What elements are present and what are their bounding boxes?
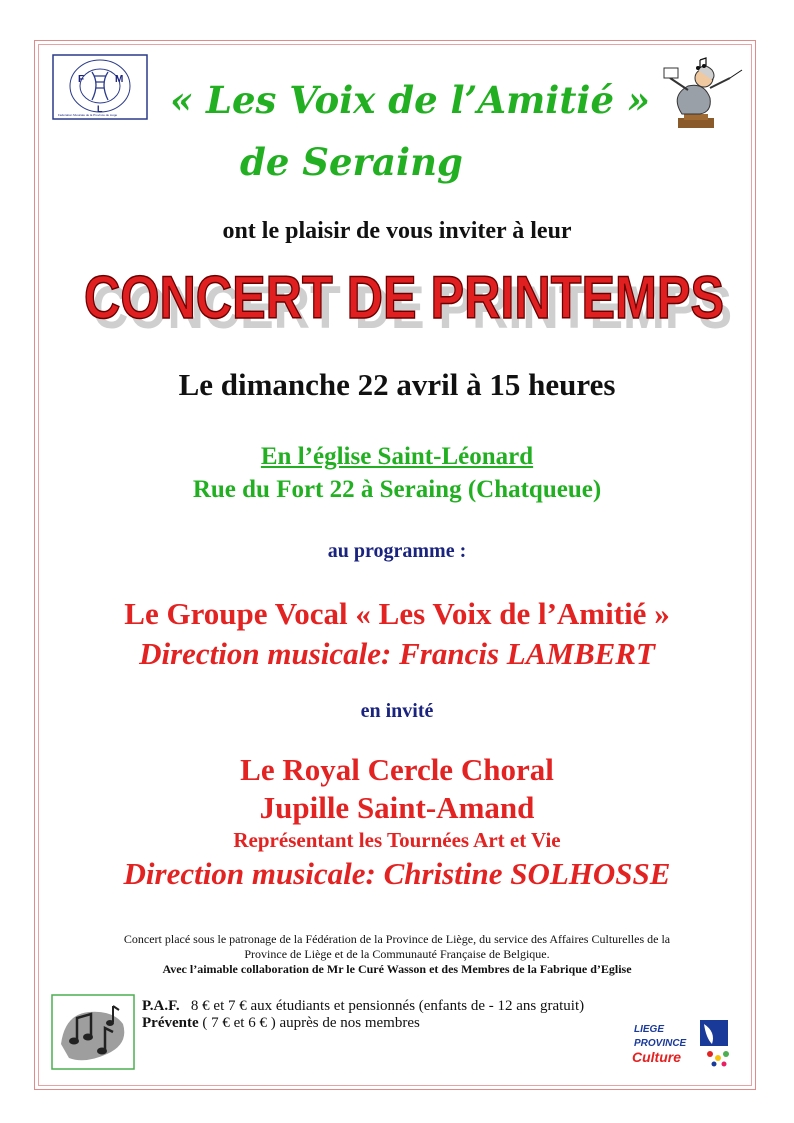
paf-line <box>142 998 622 1015</box>
group2-note: Représentant les Tournées Art et Vie <box>233 828 561 852</box>
group2-name-line2: Jupille Saint-Amand <box>259 790 535 825</box>
province-text: PROVINCE <box>634 1038 687 1049</box>
venue-name: En l’église Saint-Léonard <box>260 443 534 470</box>
conductor-illustration <box>660 56 746 136</box>
music-notes-illustration <box>51 994 135 1070</box>
paf-label: P.A.F. <box>142 998 180 1014</box>
culture-text: Culture <box>632 1049 681 1065</box>
concert-title: CONCERT DE PRINTEMPS <box>84 264 724 331</box>
liege-province-culture-logo <box>630 1018 734 1070</box>
liege-text: LIEGE <box>634 1024 665 1035</box>
presale-label: Prévente <box>142 1015 199 1031</box>
event-date: Le dimanche 22 avril à 15 heures <box>178 367 616 402</box>
group1-name: Le Groupe Vocal « Les Voix de l’Amitié » <box>124 596 670 631</box>
presale-line <box>142 1015 622 1032</box>
presale-text: ( 7 € et 6 € ) auprès de nos membres <box>202 1015 420 1031</box>
patronage-line2: Province de Liège et de la Communauté Française de Belgique. <box>244 947 550 961</box>
group1-direction: Direction musicale: Francis LAMBERT <box>139 636 655 671</box>
invitation-line: ont le plaisir de vous inviter à leur <box>222 218 572 244</box>
paf-text: 8 € et 7 € aux étudiants et pensionnés (enfants de - 12 ans gratuit) <box>190 998 585 1014</box>
collaboration-line: Avec l’aimable collaboration de Mr le Curé Wasson et des Membres de la Fabrique d’Eglise <box>162 962 632 976</box>
inner-border <box>38 44 752 1086</box>
choir-name-title: « Les Voix de l’Amitié » <box>169 78 651 122</box>
fml-letter-l: L <box>97 104 103 114</box>
fml-ring-text: Fédération Musicale de la Province de Liège <box>58 113 118 117</box>
group2-name-line1: Le Royal Cercle Choral <box>240 752 554 787</box>
fml-letter-m: M <box>115 74 124 85</box>
choir-city-title: de Seraing <box>240 140 463 184</box>
venue-address: Rue du Fort 22 à Seraing (Chatqueue) <box>192 476 602 503</box>
concert-title-shadow: CONCERT DE PRINTEMPS <box>92 274 732 341</box>
fml-letter-f: F <box>78 74 85 85</box>
guest-heading: en invité <box>360 700 434 722</box>
program-heading: au programme : <box>327 540 467 562</box>
patronage-line1: Concert placé sous le patronage de la Fédération de la Province de Liège, du service des Affaires Culturelles de la <box>123 932 671 946</box>
fml-logo <box>52 54 148 120</box>
concert-title-banner <box>74 262 734 344</box>
group2-direction: Direction musicale: Christine SOLHOSSE <box>123 856 671 891</box>
pricing-block <box>142 998 622 1032</box>
